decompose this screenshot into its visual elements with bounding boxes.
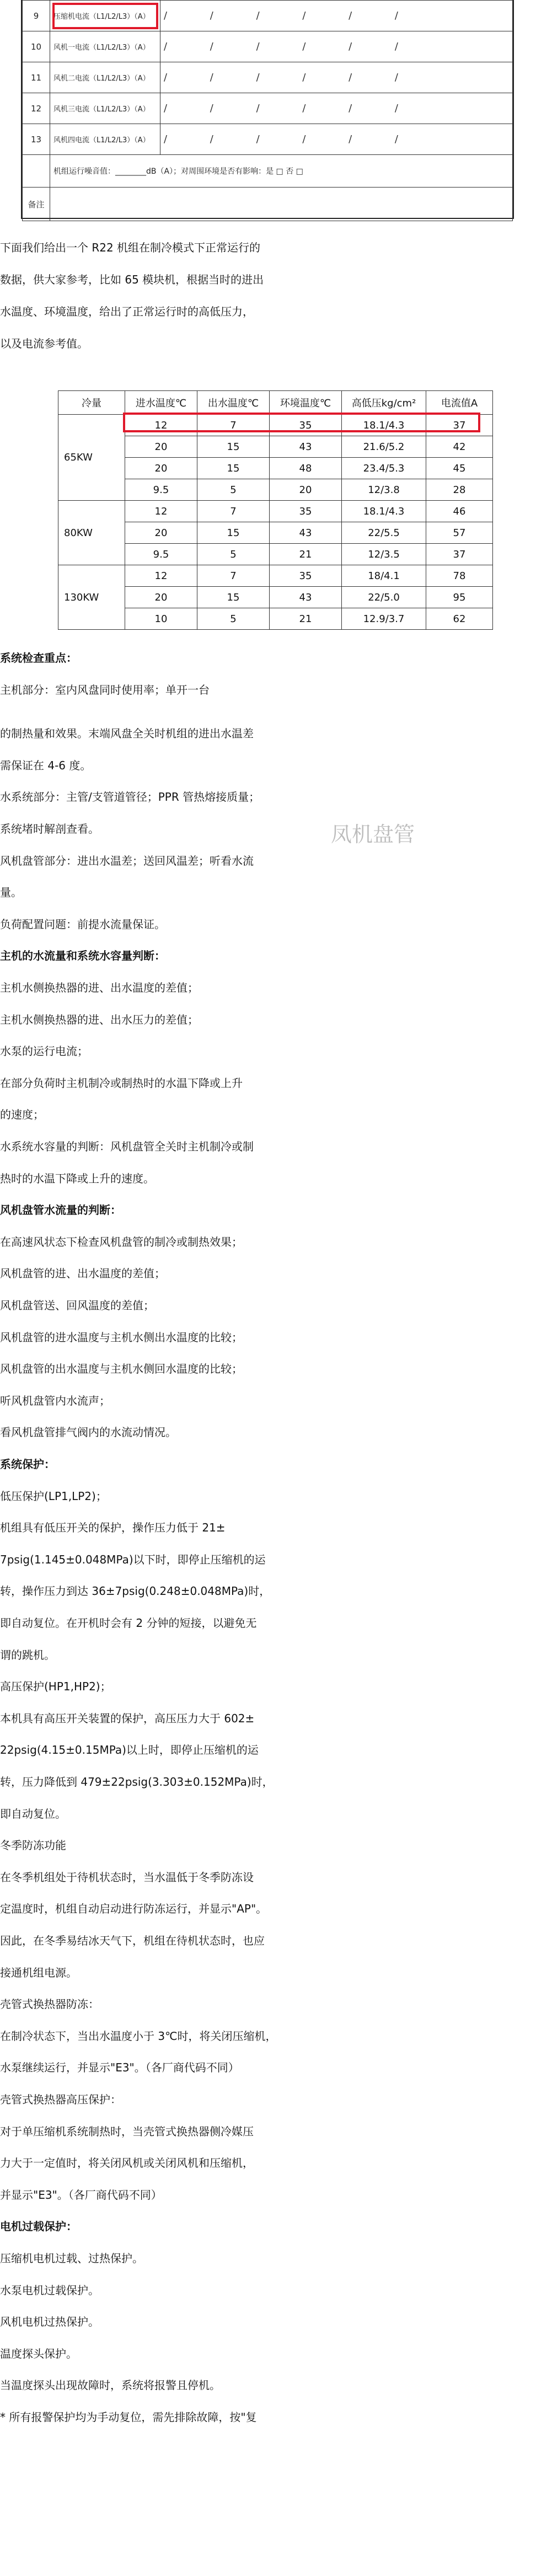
reference-cell: 21 [270, 608, 342, 630]
reference-cell: 15 [197, 436, 270, 458]
text-line: 温度探头保护。 [0, 2347, 77, 2360]
form-row-item: 风机一电流（L1/L2/L3）（A） [50, 31, 160, 62]
form-row-item: 风机二电流（L1/L2/L3）（A） [50, 62, 160, 93]
form-row-values: / / / / / / [160, 31, 513, 62]
form-row [23, 62, 513, 93]
remark-label: 备注 [23, 188, 50, 221]
section-heading: 系统检查重点： [0, 651, 77, 665]
reference-cell: 9.5 [125, 479, 197, 501]
text-line: 即自动复位。 [0, 1807, 66, 1820]
reference-header-cell: 出水温度℃ [197, 391, 270, 415]
reference-row [58, 501, 493, 522]
reference-cell: 15 [197, 458, 270, 479]
text-line: 量。 [0, 886, 22, 899]
reference-header-cell: 冷量 [58, 391, 125, 415]
reference-cell: 78 [426, 565, 493, 587]
reference-header-cell: 高低压kg/cm² [342, 391, 426, 415]
text-line: 当温度探头出现故障时，系统将报警且停机。 [0, 2379, 221, 2392]
reference-row [58, 415, 493, 436]
reference-cell: 10 [125, 608, 197, 630]
reference-cell: 43 [270, 522, 342, 544]
section-heading: 风机盘管水流量的判断： [0, 1203, 121, 1217]
reference-cell: 20 [125, 587, 197, 608]
form-row-values: / / / / / / [160, 124, 513, 155]
reference-cell: 22/5.0 [342, 587, 426, 608]
reference-cell: 7 [197, 501, 270, 522]
text-line: 风机盘管的进、出水温度的差值； [0, 1267, 165, 1280]
reference-cell: 35 [270, 565, 342, 587]
text-line: 因此，在冬季易结冰天气下，机组在待机状态时，也应 [0, 1934, 265, 1947]
reference-cell: 20 [125, 436, 197, 458]
text-line: 水系统水容量的判断：风机盘管全关时主机制冷或制 [0, 1140, 254, 1153]
text-line: 系统堵时解剖查看。 [0, 822, 99, 836]
reference-cell: 20 [125, 458, 197, 479]
reference-cell: 48 [270, 458, 342, 479]
form-noise-row [23, 155, 513, 188]
text-line: 即自动复位。在开机时会有 2 分钟的短接，以避免无 [0, 1616, 257, 1630]
text-line: 对于单压缩机系统制热时，当壳管式换热器侧冷媒压 [0, 2125, 254, 2138]
form-row-values: / / / / / / [160, 62, 513, 93]
reference-cell: 35 [270, 415, 342, 436]
text-line: 定温度时，机组自动启动进行防冻运行，并显示"AP"。 [0, 1902, 267, 1915]
text-line: 风机盘管部分：进出水温差；送回风温差；听看水流 [0, 854, 254, 867]
text-line: 风机电机过热保护。 [0, 2315, 99, 2328]
reference-cell: 15 [197, 522, 270, 544]
reference-cell: 46 [426, 501, 493, 522]
section-heading: 系统保护： [0, 1458, 55, 1471]
inspection-table [22, 0, 513, 221]
text-line: 的速度； [0, 1108, 44, 1121]
reference-cell: 12/3.8 [342, 479, 426, 501]
text-line: 22psig(4.15±0.15MPa)以上时，即停止压缩机的运 [0, 1743, 259, 1756]
intro-line: 下面我们给出一个 R22 机组在制冷模式下正常运行的 [0, 241, 261, 254]
reference-header-cell: 环境温度℃ [270, 391, 342, 415]
capacity-group-label: 80KW [58, 501, 125, 565]
reference-cell: 12/3.5 [342, 544, 426, 565]
form-row-number: 12 [23, 93, 50, 124]
text-line: 力大于一定值时，将关闭风机或关闭风机和压缩机， [0, 2156, 254, 2170]
reference-row [58, 565, 493, 587]
text-line: 并显示"E3"。（各厂商代码不同） [0, 2188, 162, 2202]
reference-cell: 12 [125, 501, 197, 522]
reference-cell: 7 [197, 565, 270, 587]
reference-cell: 5 [197, 479, 270, 501]
noise-note: 机组运行噪音值：________dB（A）；对周围环境是否有影响：是 □ 否 □ [50, 155, 513, 188]
form-row [23, 1, 513, 31]
intro-line: 以及电流参考值。 [0, 337, 88, 350]
reference-cell: 57 [426, 522, 493, 544]
text-line: 风机盘管的进水温度与主机水侧出水温度的比较； [0, 1331, 243, 1344]
reference-cell: 18.1/4.3 [342, 415, 426, 436]
form-row-number: 11 [23, 62, 50, 93]
form-row [23, 31, 513, 62]
text-line: 水泵的运行电流； [0, 1045, 88, 1058]
reference-cell: 43 [270, 587, 342, 608]
reference-cell: 9.5 [125, 544, 197, 565]
form-row-number: 13 [23, 124, 50, 155]
reference-cell: 23.4/5.3 [342, 458, 426, 479]
text-line: 壳管式换热器高压保护： [0, 2093, 121, 2106]
text-line: 听风机盘管内水流声； [0, 1394, 110, 1407]
text-line: 本机具有高压开关装置的保护，高压压力大于 602± [0, 1712, 255, 1725]
reference-cell: 18/4.1 [342, 565, 426, 587]
reference-cell: 43 [270, 436, 342, 458]
text-line: 的制热量和效果。末端风盘全关时机组的进出水温差 [0, 727, 254, 740]
text-line: 谓的跳机。 [0, 1648, 55, 1662]
text-line: 在冬季机组处于待机状态时，当水温低于冬季防冻设 [0, 1871, 254, 1884]
reference-cell: 18.1/4.3 [342, 501, 426, 522]
form-row-number: 9 [23, 1, 50, 31]
section-heading: 电机过载保护： [0, 2220, 77, 2233]
text-line: 看风机盘管排气阀内的水流动情况。 [0, 1426, 176, 1439]
reference-cell: 95 [426, 587, 493, 608]
reference-cell: 12 [125, 565, 197, 587]
text-line: 水泵继续运行，并显示"E3"。（各厂商代码不同） [0, 2061, 239, 2074]
form-row-number: 10 [23, 31, 50, 62]
form-row-values: / / / / / / [160, 1, 513, 31]
text-line: 水泵电机过载保护。 [0, 2284, 99, 2297]
reference-cell: 37 [426, 544, 493, 565]
reference-cell: 5 [197, 544, 270, 565]
form-row [23, 93, 513, 124]
reference-cell: 7 [197, 415, 270, 436]
text-line: 风机盘管送、回风温度的差值； [0, 1299, 154, 1312]
form-row-item: 风机三电流（L1/L2/L3）（A） [50, 93, 160, 124]
reference-header-cell: 进水温度℃ [125, 391, 197, 415]
text-line: 风机盘管的出水温度与主机水侧回水温度的比较； [0, 1362, 243, 1375]
reference-cell: 5 [197, 608, 270, 630]
remark-field [50, 188, 513, 221]
reference-cell: 37 [426, 415, 493, 436]
text-line: 在制冷状态下，当出水温度小于 3℃时，将关闭压缩机， [0, 2029, 277, 2043]
reference-cell: 22/5.5 [342, 522, 426, 544]
reference-cell: 21.6/5.2 [342, 436, 426, 458]
text-line: 接通机组电源。 [0, 1966, 77, 1979]
reference-cell: 45 [426, 458, 493, 479]
form-row-item: 压缩机电流（L1/L2/L3）（A） [50, 1, 160, 31]
reference-table-header [58, 391, 493, 415]
reference-cell: 20 [270, 479, 342, 501]
capacity-group-label: 65KW [58, 415, 125, 501]
reference-cell: 62 [426, 608, 493, 630]
text-line: 水系统部分：主管/支管道管径；PPR 管热熔接质量； [0, 790, 260, 804]
intro-line: 数据，供大家参考，比如 65 模块机，根据当时的进出 [0, 273, 264, 286]
form-row-item: 风机四电流（L1/L2/L3）（A） [50, 124, 160, 155]
text-line: 转，操作压力到达 36±7psig(0.248±0.048MPa)时， [0, 1584, 271, 1598]
form-remark-row [23, 188, 513, 221]
text-line: 高压保护(HP1,HP2)； [0, 1680, 111, 1693]
text-line: 壳管式换热器防冻： [0, 1997, 99, 2011]
reference-cell: 12 [125, 415, 197, 436]
text-line: 主机水侧换热器的进、出水压力的差值； [0, 1013, 199, 1026]
intro-line: 水温度、环境温度，给出了正常运行时的高低压力， [0, 305, 254, 318]
watermark: 凤机盘管 [331, 822, 415, 847]
reference-cell: 21 [270, 544, 342, 565]
text-line: 负荷配置问题：前提水流量保证。 [0, 918, 165, 931]
text-line: 低压保护(LP1,LP2)； [0, 1490, 107, 1503]
text-line: 主机水侧换热器的进、出水温度的差值； [0, 981, 199, 994]
text-line: 冬季防冻功能 [0, 1839, 66, 1852]
text-line: 需保证在 4-6 度。 [0, 759, 92, 772]
text-line: 7psig(1.145±0.048MPa)以下时，即停止压缩机的运 [0, 1553, 266, 1566]
reference-cell: 15 [197, 587, 270, 608]
text-line: 压缩机电机过载、过热保护。 [0, 2252, 143, 2265]
reference-cell: 28 [426, 479, 493, 501]
text-line: * 所有报警保护均为手动复位，需先排除故障，按"复 [0, 2411, 257, 2424]
reference-table [58, 390, 483, 630]
reference-header-cell: 电流值A [426, 391, 493, 415]
reference-cell: 42 [426, 436, 493, 458]
reference-cell: 12.9/3.7 [342, 608, 426, 630]
text-line: 在高速风状态下检查风机盘管的制冷或制热效果； [0, 1235, 243, 1249]
form-noise-blank [23, 155, 50, 188]
form-row-values: / / / / / / [160, 93, 513, 124]
reference-cell: 20 [125, 522, 197, 544]
form-row [23, 124, 513, 155]
text-line: 转，压力降低到 479±22psig(3.303±0.152MPa)时， [0, 1775, 274, 1788]
reference-cell: 35 [270, 501, 342, 522]
text-line: 主机部分：室内风盘同时使用率；单开一台 [0, 683, 210, 697]
capacity-group-label: 130KW [58, 565, 125, 630]
section-heading: 主机的水流量和系统水容量判断： [0, 949, 165, 962]
text-line: 热时的水温下降或上升的速度。 [0, 1172, 154, 1185]
text-line: 机组具有低压开关的保护，操作压力低于 21± [0, 1521, 226, 1534]
text-line: 在部分负荷时主机制冷或制热时的水温下降或上升 [0, 1077, 243, 1090]
inspection-form [21, 0, 514, 219]
